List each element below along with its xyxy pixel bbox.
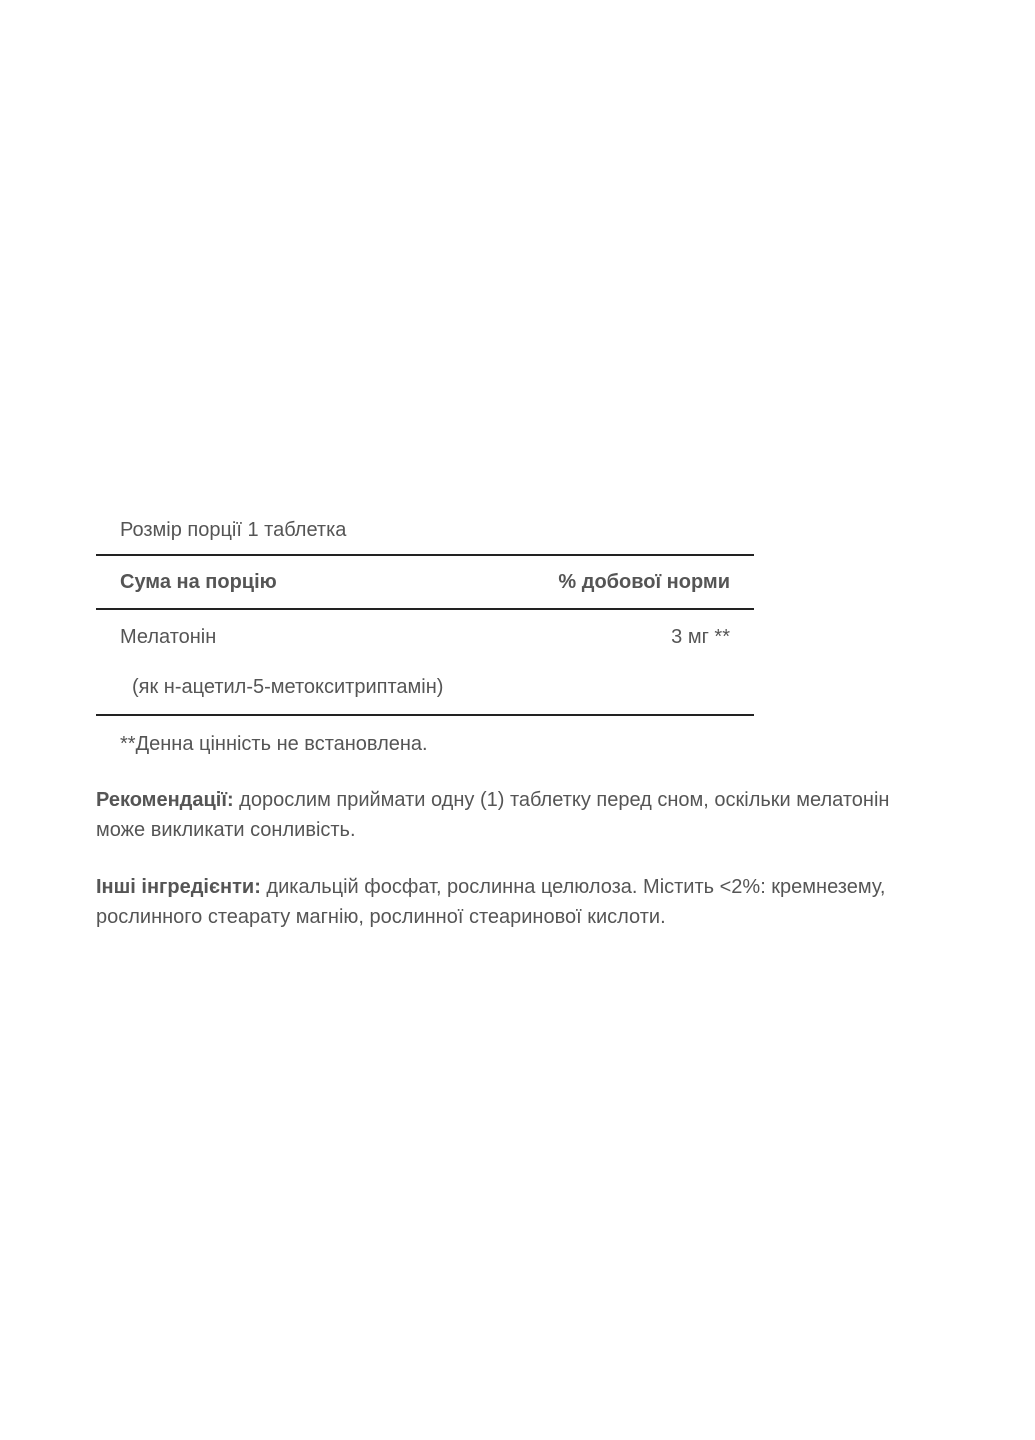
other-ingredients-text: дикальцій фосфат, рослинна целюлоза. Містить <2%: кремнезему, рослинного стеарату магнію, рослинної стеаринової кислоти.: [96, 876, 886, 928]
header-daily-value: % добової норми: [558, 570, 730, 593]
table-header-row: [96, 556, 754, 610]
ingredient-name: Мелатонін: [120, 625, 217, 648]
daily-value-footnote: **Денна цінність не встановлена.: [120, 733, 428, 755]
recommendations-paragraph: [96, 785, 936, 845]
table-row: [96, 610, 754, 664]
ingredient-amount: 3 мг **: [671, 625, 730, 648]
serving-size: Розмір порції 1 таблетка: [96, 506, 754, 556]
recommendations-text: дорослим приймати одну (1) таблетку перед сном, оскільки мелатонін може викликати сонливість.: [96, 789, 890, 841]
other-ingredients-paragraph: [96, 872, 936, 932]
other-ingredients-label: Інші інгредієнти:: [96, 876, 261, 898]
recommendations-label: Рекомендації:: [96, 789, 234, 811]
header-amount-per-serving: Сума на порцію: [120, 570, 277, 593]
supplement-facts-table: [96, 506, 754, 772]
ingredient-form: (як н-ацетил-5-метокситриптамін): [96, 664, 754, 716]
